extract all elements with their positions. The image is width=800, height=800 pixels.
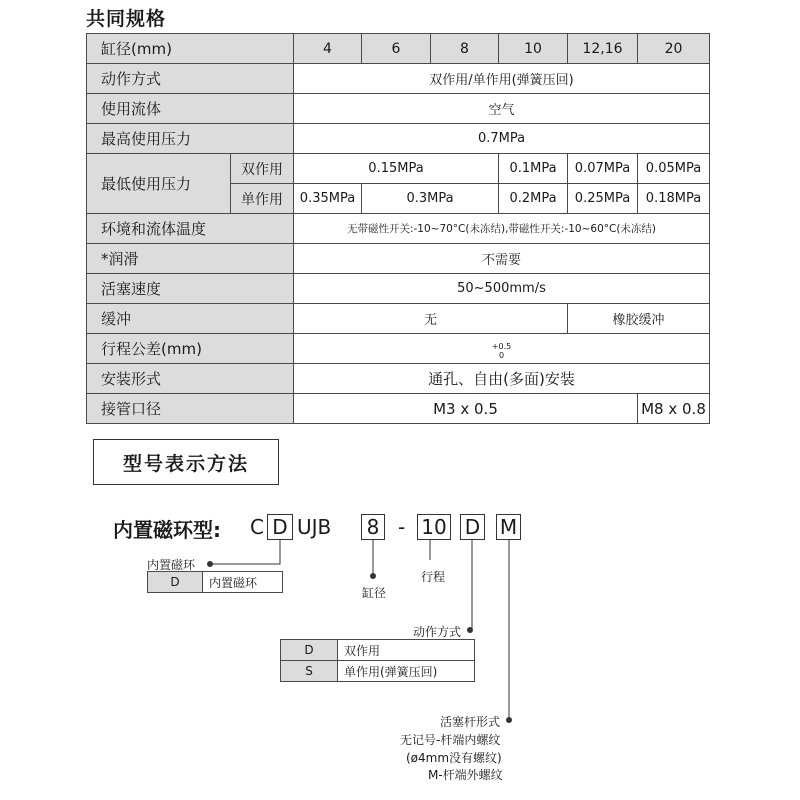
action-legend-key-s: S bbox=[281, 661, 338, 682]
stroke-tolerance-value bbox=[294, 334, 710, 364]
min-pressure-double-20: 0.05MPa bbox=[638, 154, 710, 184]
mounting-row bbox=[87, 364, 710, 394]
section-title: 共同规格 bbox=[86, 8, 167, 30]
magnet-legend-desc: 内置磁环 bbox=[203, 572, 283, 593]
stroke-tolerance-label: 行程公差(mm) bbox=[87, 334, 294, 364]
min-pressure-label: 最低使用压力 bbox=[87, 154, 231, 214]
action-legend-table bbox=[280, 639, 475, 682]
port-row bbox=[87, 394, 710, 424]
speed-row bbox=[87, 274, 710, 304]
mounting-label: 安装形式 bbox=[87, 364, 294, 394]
bore-header-row bbox=[87, 34, 710, 64]
bore-note: 缸径 bbox=[362, 586, 387, 600]
fluid-value: 空气 bbox=[294, 94, 710, 124]
code-part-stroke: 10 bbox=[417, 514, 451, 540]
min-pressure-single-6-8: 0.3MPa bbox=[362, 184, 499, 214]
port-label: 接管口径 bbox=[87, 394, 294, 424]
speed-label: 活塞速度 bbox=[87, 274, 294, 304]
lubrication-label: *润滑 bbox=[87, 244, 294, 274]
action-legend-row bbox=[281, 661, 475, 682]
action-legend-desc-d: 双作用 bbox=[338, 640, 475, 661]
cushion-none: 无 bbox=[294, 304, 568, 334]
code-part-series-ujb: UJB bbox=[297, 515, 332, 539]
min-pressure-double-4-8: 0.15MPa bbox=[294, 154, 499, 184]
code-part-action: D bbox=[460, 514, 485, 540]
fluid-row bbox=[87, 94, 710, 124]
tolerance-upper: +0.5 bbox=[491, 341, 512, 351]
action-label: 动作方式 bbox=[87, 64, 294, 94]
rod-note-line-2: (ø4mm没有螺纹) bbox=[406, 751, 502, 765]
bore-12-16: 12,16 bbox=[568, 34, 638, 64]
bore-10: 10 bbox=[499, 34, 568, 64]
action-row bbox=[87, 64, 710, 94]
bore-4: 4 bbox=[294, 34, 362, 64]
mounting-value: 通孔、自由(多面)安装 bbox=[294, 364, 710, 394]
magnet-note-label: 内置磁环 bbox=[147, 558, 196, 572]
min-pressure-single-10: 0.2MPa bbox=[499, 184, 568, 214]
port-small: M3 x 0.5 bbox=[294, 394, 638, 424]
action-legend-key-d: D bbox=[281, 640, 338, 661]
code-part-magnet: D bbox=[267, 514, 293, 540]
lubrication-value: 不需要 bbox=[294, 244, 710, 274]
rod-note-title: 活塞杆形式 bbox=[440, 715, 501, 729]
min-pressure-single-4: 0.35MPa bbox=[294, 184, 362, 214]
min-pressure-single-12-16: 0.25MPa bbox=[568, 184, 638, 214]
temperature-value: 无带磁性开关:-10~70°C(未冻结),带磁性开关:-10~60°C(未冻结) bbox=[294, 214, 710, 244]
code-part-series-c: C bbox=[250, 515, 264, 539]
action-value: 双作用/单作用(弹簧压回) bbox=[294, 64, 710, 94]
rod-note-line-3: M-杆端外螺纹 bbox=[428, 768, 503, 782]
bore-20: 20 bbox=[638, 34, 710, 64]
magnet-legend-table bbox=[147, 571, 283, 593]
port-large: M8 x 0.8 bbox=[638, 394, 710, 424]
min-pressure-double-12-16: 0.07MPa bbox=[568, 154, 638, 184]
lubrication-row bbox=[87, 244, 710, 274]
model-designation-title: 型号表示方法 bbox=[93, 439, 279, 485]
double-acting-label: 双作用 bbox=[231, 154, 294, 184]
common-spec-table bbox=[86, 33, 710, 424]
stroke-note: 行程 bbox=[421, 570, 446, 584]
speed-value: 50~500mm/s bbox=[294, 274, 710, 304]
code-part-bore: 8 bbox=[361, 514, 385, 540]
bore-8: 8 bbox=[431, 34, 499, 64]
cushion-rubber: 橡胶缓冲 bbox=[568, 304, 710, 334]
temperature-row bbox=[87, 214, 710, 244]
temperature-label: 环境和流体温度 bbox=[87, 214, 294, 244]
cushion-label: 缓冲 bbox=[87, 304, 294, 334]
model-code-prefix: 内置磁环型: bbox=[113, 518, 221, 542]
min-pressure-single-20: 0.18MPa bbox=[638, 184, 710, 214]
bore-label: 缸径(mm) bbox=[87, 34, 294, 64]
magnet-legend-row bbox=[148, 572, 283, 593]
magnet-legend-key: D bbox=[148, 572, 203, 593]
action-legend-desc-s: 单作用(弹簧压回) bbox=[338, 661, 475, 682]
min-pressure-double-row bbox=[87, 154, 710, 184]
bore-6: 6 bbox=[362, 34, 431, 64]
action-note-label: 动作方式 bbox=[413, 625, 462, 639]
min-pressure-double-10: 0.1MPa bbox=[499, 154, 568, 184]
max-pressure-value: 0.7MPa bbox=[294, 124, 710, 154]
code-part-rod: M bbox=[496, 514, 521, 540]
max-pressure-label: 最高使用压力 bbox=[87, 124, 294, 154]
action-legend-row bbox=[281, 640, 475, 661]
rod-note-line-1: 无记号-杆端内螺纹 bbox=[400, 733, 501, 747]
fluid-label: 使用流体 bbox=[87, 94, 294, 124]
code-part-dash: - bbox=[398, 515, 406, 539]
cushion-row bbox=[87, 304, 710, 334]
tolerance-lower: 0 bbox=[498, 350, 505, 360]
max-pressure-row bbox=[87, 124, 710, 154]
stroke-tolerance-row bbox=[87, 334, 710, 364]
single-acting-label: 单作用 bbox=[231, 184, 294, 214]
